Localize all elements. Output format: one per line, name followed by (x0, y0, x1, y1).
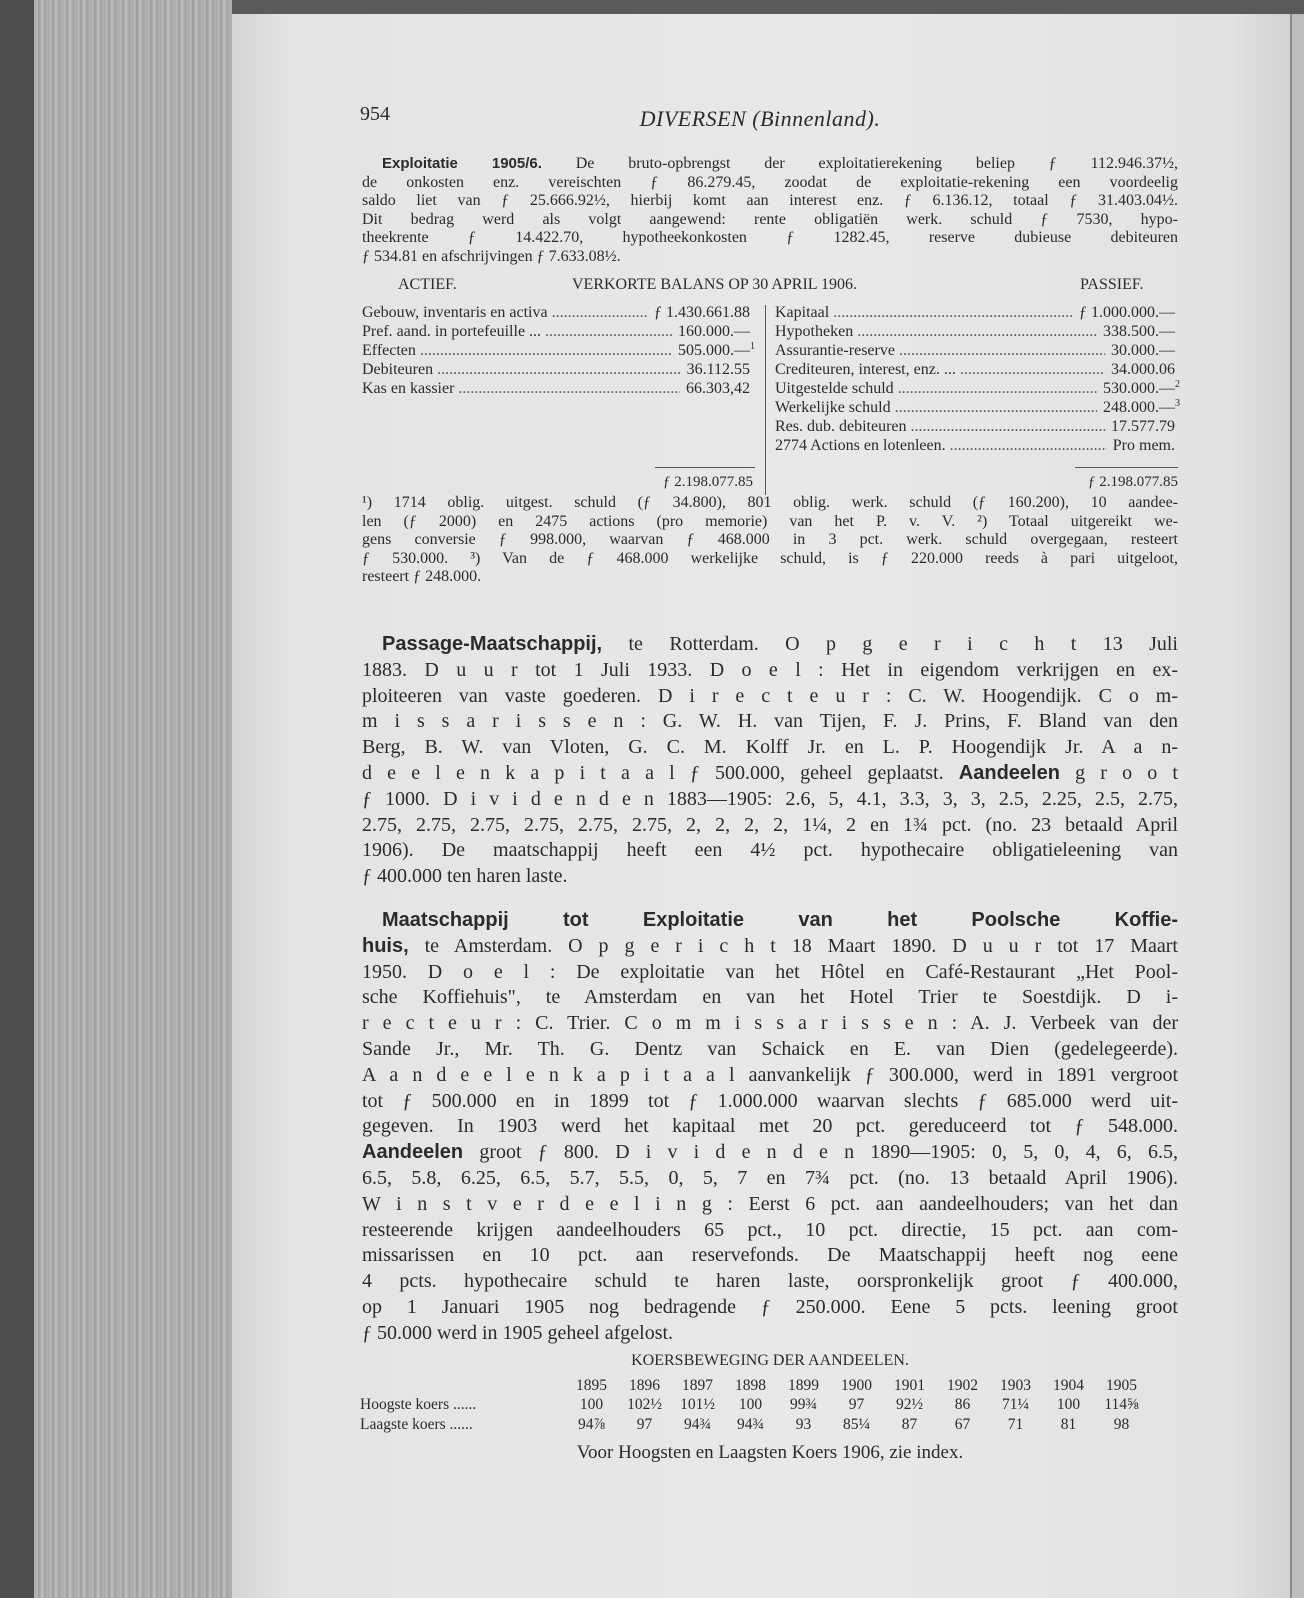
footnote-marker (750, 360, 760, 379)
koers-value: 98 (1113, 1415, 1130, 1433)
year-cell: 1899 (788, 1376, 819, 1394)
text-segment: ƒ 530.000. ³) Van de ƒ 468.000 werkelijke schuld, is ƒ 220.000 reeds à pari uitgeloot, (362, 549, 1178, 567)
text-segment: ƒ 50.000 werd in 1905 geheel afgelost. (362, 1321, 674, 1344)
text-line (362, 1166, 1178, 1192)
empty-cell (360, 1376, 565, 1396)
balance-label: Assurantie-reserve ..... (775, 341, 1105, 360)
text-segment: g r o o t (1059, 761, 1178, 784)
text-segment: ¹) 1714 oblig. uitgest. schuld (ƒ 34.800), 801 oblig. werk. schuld (ƒ 160.200), 10 aandee- (362, 494, 1178, 511)
balance-row (775, 379, 1185, 398)
text-segment: d e e l e n k a p i t a a l ƒ 500.000, geheel geplaatst. (362, 761, 959, 784)
balance-label: Kas en kassier ..... (362, 379, 680, 398)
footnote-marker (750, 379, 760, 398)
balance-total-liabilities: ƒ 2.198.077.85 (1088, 474, 1178, 490)
text-line (362, 761, 1178, 787)
text-line (362, 1218, 1178, 1244)
koers-value: 93 (795, 1415, 812, 1433)
koers-value: 87 (901, 1415, 918, 1433)
text-segment: ploiteeren van vaste goederen. D i r e c t e u r : C. W. Hoogendijk. C o m- (362, 684, 1178, 707)
text-line (362, 1089, 1178, 1115)
balance-divider (765, 305, 766, 495)
koers-row (360, 1396, 1148, 1416)
koers-note: Voor Hoogsten en Laagsten Koers 1906, zie index. (576, 1442, 964, 1463)
text-line (362, 1295, 1178, 1321)
year-cell: 1901 (894, 1376, 925, 1394)
text-segment: A a n d e e l e n k a p i t a a l aanvankelijk ƒ 300.000, werd in 1891 vergroot (362, 1063, 1178, 1086)
year-cell: 1900 (841, 1376, 872, 1394)
text-line (362, 229, 1178, 248)
balance-title: VERKORTE BALANS OP 30 APRIL 1906. (572, 276, 857, 293)
footnote-marker (750, 322, 760, 341)
koers-value: 86 (954, 1396, 971, 1414)
text-segment: op 1 Januari 1905 nog bedragende ƒ 250.000. Eene 5 pcts. leening groot (362, 1295, 1178, 1318)
text-line (362, 155, 1178, 174)
koers-value: 94¾ (736, 1415, 765, 1433)
text-segment: 4 pcts. hypothecaire schuld te haren laste, oorspronkelijk groot ƒ 400.000, (362, 1270, 1178, 1293)
bold-heading: Aandeelen (362, 1141, 464, 1164)
text-segment: ƒ 534.81 en afschrijvingen ƒ 7.633.08½. (362, 247, 621, 265)
text-line (362, 1011, 1178, 1037)
exploitatie-paragraph (362, 155, 1178, 267)
balance-amount: 66.303,42 (686, 380, 750, 397)
running-title: DIVERSEN (Binnenland). (639, 106, 881, 131)
balance-amount: 248.000.— (1103, 399, 1175, 416)
poolsche-koffiehuis-entry (362, 908, 1178, 1347)
balance-amount: 160.000.— (678, 323, 750, 340)
balance-amount: 36.112.55 (686, 361, 750, 378)
text-line (362, 1192, 1178, 1218)
text-line (362, 513, 1178, 532)
balance-row (775, 322, 1185, 341)
bold-heading: Passage-Maatschappij, (382, 633, 603, 655)
text-line (362, 709, 1178, 735)
year-cell: 1905 (1106, 1376, 1137, 1394)
text-line (362, 568, 1178, 587)
koers-value: 71 (1007, 1415, 1024, 1433)
balance-amount: 34.000.06 (1111, 361, 1175, 378)
year-cell: 1898 (735, 1376, 766, 1394)
koers-value: 94⅞ (577, 1415, 606, 1433)
koers-row (360, 1415, 1148, 1435)
text-line (362, 838, 1178, 864)
koers-value: 99¾ (789, 1396, 818, 1414)
balance-row (362, 360, 760, 379)
balance-row (775, 436, 1185, 455)
text-line (362, 1243, 1178, 1269)
footnote-marker (750, 303, 760, 322)
balance-amount: ƒ 1.000.000.— (1079, 304, 1175, 321)
book-binding-shadow (0, 0, 34, 1598)
year-cell: 1896 (629, 1376, 660, 1394)
text-segment: Berg, B. W. van Vloten, G. C. M. Kolff Jr. en L. P. Hoogendijk Jr. A a n- (362, 736, 1178, 759)
year-cell: 1904 (1053, 1376, 1084, 1394)
text-line (362, 658, 1178, 684)
balance-left-heading: ACTIEF. (398, 276, 457, 293)
koers-value: 100 (1056, 1396, 1081, 1414)
year-cell: 1895 (576, 1376, 607, 1394)
balance-row (362, 322, 760, 341)
text-segment: ƒ 1000. D i v i d e n d e n 1883—1905: 2.6, 5, 4.1, 3.3, 3, 3, 2.5, 2.25, 2.5, 2.75, (362, 787, 1178, 810)
balance-assets (362, 303, 760, 398)
balance-label: Pref. aand. in portefeuille ... ..... (362, 322, 672, 341)
koers-value: 100 (738, 1396, 763, 1414)
text-segment: missarissen en 10 pct. aan reservefonds. De Maatschappij heeft nog eene (362, 1244, 1178, 1267)
balance-total-assets: ƒ 2.198.077.85 (663, 474, 753, 490)
book-page-edges (34, 0, 232, 1598)
bold-heading: Exploitatie 1905/6. (382, 155, 542, 172)
text-segment: r e c t e u r : C. Trier. C o m m i s s a r i s s e n : A. J. Verbeek van der (362, 1012, 1178, 1035)
balance-amount: Pro mem. (1112, 437, 1175, 454)
balance-amount: 530.000.— (1103, 380, 1175, 397)
footnote-marker (1175, 360, 1185, 379)
year-cell: 1902 (947, 1376, 978, 1394)
text-line (362, 1140, 1178, 1166)
text-line (362, 550, 1178, 569)
balance-label: Gebouw, inventaris en activa ..... (362, 303, 648, 322)
text-line (362, 908, 1178, 934)
text-segment: resteert ƒ 248.000. (362, 568, 482, 586)
footnote-marker: 1 (750, 341, 755, 352)
balance-label: Debiteuren ..... (362, 360, 681, 379)
balance-label: Res. dub. debiteuren ..... (775, 417, 1105, 436)
koers-value: 81 (1060, 1415, 1077, 1433)
balance-label: 2774 Actions en lotenleen. ..... (775, 436, 1107, 455)
balance-label: Crediteuren, interest, enz. ... ..... (775, 360, 1105, 379)
year-cell: 1903 (1000, 1376, 1031, 1394)
footnote-marker: 3 (1175, 398, 1180, 409)
text-segment: 1883. D u u r tot 1 Juli 1933. D o e l : Het in eigendom verkrijgen en ex- (362, 658, 1178, 681)
bold-heading: Maatschappij tot Exploitatie van het Poolsche Koffie- (382, 909, 1178, 931)
koers-value: 101½ (680, 1396, 715, 1414)
balance-amount: 505.000.— (678, 342, 750, 359)
footnote-marker (1175, 303, 1185, 322)
text-segment: tot ƒ 500.000 en in 1899 tot ƒ 1.000.000 waarvan slechts ƒ 685.000 werd uit- (362, 1089, 1178, 1112)
balance-amount: 30.000.— (1111, 342, 1175, 359)
text-segment: m i s s a r i s s e n : G. W. H. van Tijen, F. J. Prins, F. Bland van den (362, 710, 1178, 733)
text-segment: ƒ 400.000 ten haren laste. (362, 865, 568, 888)
text-line (362, 632, 1178, 658)
total-rule-right (1075, 467, 1178, 468)
koers-value: 102½ (627, 1396, 662, 1414)
text-segment: Sande Jr., Mr. Th. G. Dentz van Schaick en E. van Dien (gedelegeerde). (362, 1037, 1178, 1060)
text-segment: 2.75, 2.75, 2.75, 2.75, 2.75, 2.75, 2, 2, 2, 2, 1¼, 2 en 1¾ pct. (no. 23 betaald April (362, 813, 1178, 836)
year-cell: 1897 (682, 1376, 713, 1394)
text-line (362, 174, 1178, 193)
footnote-marker (1175, 436, 1185, 455)
koers-value: 67 (954, 1415, 971, 1433)
text-segment: 1950. D o e l : De exploitatie van het Hôtel en Café-Restaurant „Het Pool- (362, 960, 1178, 983)
total-rule-left (655, 467, 755, 468)
text-line (362, 248, 1178, 267)
text-segment: groot ƒ 800. D i v i d e n d e n 1890—1905: 0, 5, 0, 4, 6, 6.5, (463, 1141, 1178, 1164)
balance-right-heading: PASSIEF. (1080, 276, 1144, 293)
page-number: 954 (360, 103, 390, 125)
footnote-marker (1175, 341, 1185, 360)
text-line (362, 211, 1178, 230)
koers-value: 71¼ (1001, 1396, 1030, 1414)
text-segment: resteerende krijgen aandeelhouders 65 pct., 10 pct. directie, 15 pct. aan com- (362, 1218, 1178, 1241)
balance-footnotes (362, 494, 1178, 587)
footnote-marker: 2 (1175, 379, 1180, 390)
balance-label: Effecten ..... (362, 341, 672, 360)
koers-years-row (360, 1376, 1148, 1396)
balance-amount: 17.577.79 (1111, 418, 1175, 435)
balance-label: Hypotheken ..... (775, 322, 1097, 341)
text-line (362, 934, 1178, 960)
koers-value: 94¾ (683, 1415, 712, 1433)
text-segment: theekrente ƒ 14.422.70, hypotheekonkosten ƒ 1282.45, reserve dubieuse debiteuren (362, 229, 1178, 247)
text-segment: te Rotterdam. O p g e r i c h t 13 Juli (602, 633, 1178, 655)
balance-amount: ƒ 1.430.661.88 (654, 304, 750, 321)
text-segment: saldo liet van ƒ 25.666.92½, hierbij komt aan interest enz. ƒ 6.136.12, totaal ƒ 31.403.04½. (362, 192, 1178, 210)
koers-value: 92½ (895, 1396, 924, 1414)
text-segment: de onkosten enz. vereischten ƒ 86.279.45, zoodat de exploitatie-rekening een voordeelig (362, 173, 1178, 191)
text-line (362, 735, 1178, 761)
koers-value: 85¼ (842, 1415, 871, 1433)
text-line (362, 1114, 1178, 1140)
footnote-marker (1175, 417, 1185, 436)
text-line (362, 1037, 1178, 1063)
balance-amount: 338.500.— (1103, 323, 1175, 340)
text-line (362, 985, 1178, 1011)
text-line (362, 813, 1178, 839)
balance-row (775, 417, 1185, 436)
passage-maatschappij-entry (362, 632, 1178, 890)
koers-value: 97 (636, 1415, 653, 1433)
text-line (362, 787, 1178, 813)
text-line (362, 494, 1178, 513)
balance-row (362, 303, 760, 322)
text-line (362, 531, 1178, 550)
text-segment: 6.5, 5.8, 6.25, 6.5, 5.7, 5.5, 0, 5, 7 en 7¾ pct. (no. 13 betaald April 1906). (362, 1166, 1178, 1189)
balance-row (775, 398, 1185, 417)
balance-liabilities (775, 303, 1185, 455)
text-line (362, 1063, 1178, 1089)
text-segment: sche Koffiehuis", te Amsterdam en van het Hotel Trier te Soestdijk. D i- (362, 986, 1178, 1009)
text-segment: 1906). De maatschappij heeft een 4½ pct. hypothecaire obligatieleening van (362, 839, 1178, 862)
text-line (362, 1321, 1178, 1347)
balance-row (775, 341, 1185, 360)
text-segment: Dit bedrag werd als volgt aangewend: rente obligatiën werk. schuld ƒ 7530, hypo- (362, 210, 1178, 228)
text-segment: W i n s t v e r d e e l i n g : Eerst 6 pct. aan aandeelhouders; van het dan (362, 1192, 1178, 1215)
bold-heading: huis, (362, 934, 409, 957)
koers-value: 114⅝ (1104, 1396, 1139, 1414)
text-segment: gens conversie ƒ 998.000, waarvan ƒ 468.000 in 3 pct. werk. schuld overgegaan, resteert (362, 531, 1178, 549)
text-line (362, 1269, 1178, 1295)
bold-heading: Aandeelen (958, 761, 1060, 784)
text-line (362, 864, 1178, 890)
text-line (362, 960, 1178, 986)
footnote-marker (1175, 322, 1185, 341)
balance-label: Uitgestelde schuld ..... (775, 379, 1097, 398)
balance-row (775, 360, 1185, 379)
koers-row-label: Laagste koers ...... (360, 1415, 473, 1433)
text-line (362, 192, 1178, 211)
balance-row (362, 379, 760, 398)
koers-table (360, 1376, 1148, 1435)
koers-table-title: KOERSBEWEGING DER AANDEELEN. (631, 1352, 909, 1369)
text-segment: len (ƒ 2000) en 2475 actions (pro memorie) van het P. v. V. ²) Totaal uitgereikt we- (362, 512, 1178, 530)
text-line (362, 684, 1178, 710)
page-right-edge (1290, 14, 1304, 1598)
balance-label: Werkelijke schuld ..... (775, 398, 1097, 417)
text-segment: gegeven. In 1903 werd het kapitaal met 20 pct. gereduceerd tot ƒ 548.000. (362, 1115, 1178, 1138)
koers-row-label: Hoogste koers ...... (360, 1396, 477, 1414)
balance-row (362, 341, 760, 360)
text-segment: De bruto-opbrengst der exploitatierekening beliep ƒ 112.946.37½, (541, 155, 1178, 172)
balance-row (775, 303, 1185, 322)
balance-label: Kapitaal ..... (775, 303, 1073, 322)
koers-value: 100 (579, 1396, 604, 1414)
koers-value: 97 (848, 1396, 865, 1414)
text-segment: te Amsterdam. O p g e r i c h t 18 Maart 1890. D u u r tot 17 Maart (408, 934, 1178, 957)
